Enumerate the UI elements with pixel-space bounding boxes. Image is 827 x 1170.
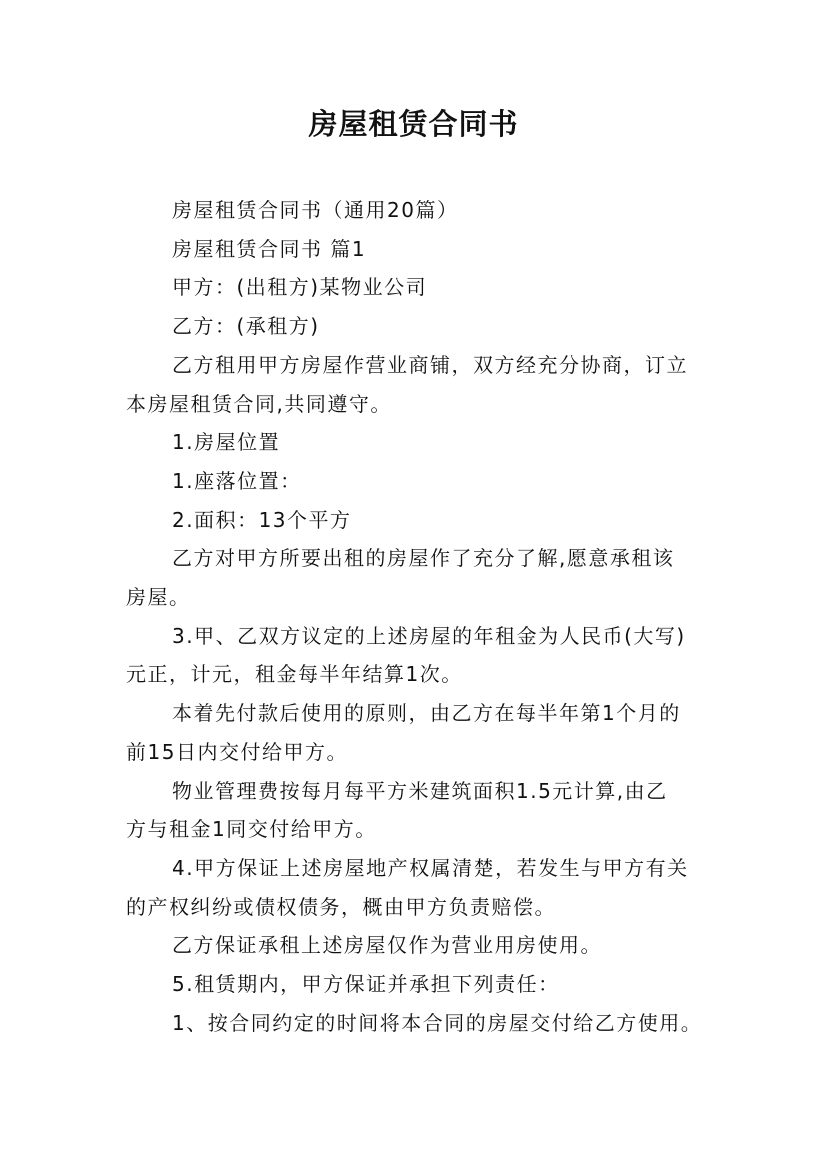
paragraph-15: [126, 965, 706, 1004]
paragraph-4: [126, 307, 706, 346]
paragraph-9: [126, 539, 706, 616]
paragraph-line-continuation: 房屋。: [126, 585, 191, 610]
paragraph-11: [126, 694, 706, 771]
paragraph-line: 乙方：(承租方): [172, 314, 320, 339]
paragraph-10: [126, 617, 706, 694]
paragraph-line: 1.房屋位置: [172, 430, 281, 455]
paragraph-13: [126, 849, 706, 926]
paragraph-line: 房屋租赁合同书（通用20篇）: [172, 198, 459, 222]
paragraph-16: [126, 1004, 706, 1043]
paragraph-line: 3.甲、乙双方议定的上述房屋的年租金为人民币(大写): [172, 623, 686, 648]
paragraph-line: 1.座落位置：: [172, 468, 302, 493]
paragraph-line: 乙方租用甲方房屋作营业商铺，双方经充分协商，订立: [172, 352, 688, 377]
paragraph-line: 乙方保证承租上述房屋仅作为营业用房使用。: [172, 933, 602, 958]
paragraph-line-continuation: 本房屋租赁合同,共同遵守。: [126, 391, 392, 416]
paragraph-line: 2.面积：13个平方: [172, 507, 352, 532]
paragraph-line-continuation: 的产权纠纷或债权债务，概由甲方负责赔偿。: [126, 894, 556, 919]
paragraph-8: [126, 501, 706, 540]
paragraph-14: [126, 926, 706, 965]
paragraph-3: [126, 268, 706, 307]
paragraph-12: [126, 772, 706, 849]
paragraph-line-continuation: 前15日内交付给甲方。: [126, 739, 348, 764]
document-title: 房屋租赁合同书: [308, 107, 519, 141]
document-body: [126, 191, 706, 1042]
paragraph-line: 1、按合同约定的时间将本合同的房屋交付给乙方使用。: [172, 1010, 703, 1035]
paragraph-line-continuation: 方与租金1同交付给甲方。: [126, 817, 377, 842]
paragraph-7: [126, 462, 706, 501]
paragraph-6: [126, 423, 706, 462]
paragraph-1: [126, 191, 706, 230]
paragraph-line: 房屋租赁合同书 篇1: [172, 236, 367, 261]
paragraph-line: 物业管理费按每月每平方米建筑面积1.5元计算,由乙: [172, 778, 668, 803]
paragraph-line: 5.租赁期内，甲方保证并承担下列责任：: [172, 972, 560, 997]
paragraph-line: 乙方对甲方所要出租的房屋作了充分了解,愿意承租该: [172, 546, 675, 571]
paragraph-5: [126, 346, 706, 423]
paragraph-line: 甲方：(出租方)某物业公司: [172, 275, 428, 300]
paragraph-line-continuation: 元正，计元，租金每半年结算1次。: [126, 662, 463, 687]
paragraph-line: 本着先付款后使用的原则，由乙方在每半年第1个月的: [172, 701, 681, 726]
paragraph-2: [126, 230, 706, 269]
paragraph-line: 4.甲方保证上述房屋地产权属清楚，若发生与甲方有关: [172, 855, 689, 880]
